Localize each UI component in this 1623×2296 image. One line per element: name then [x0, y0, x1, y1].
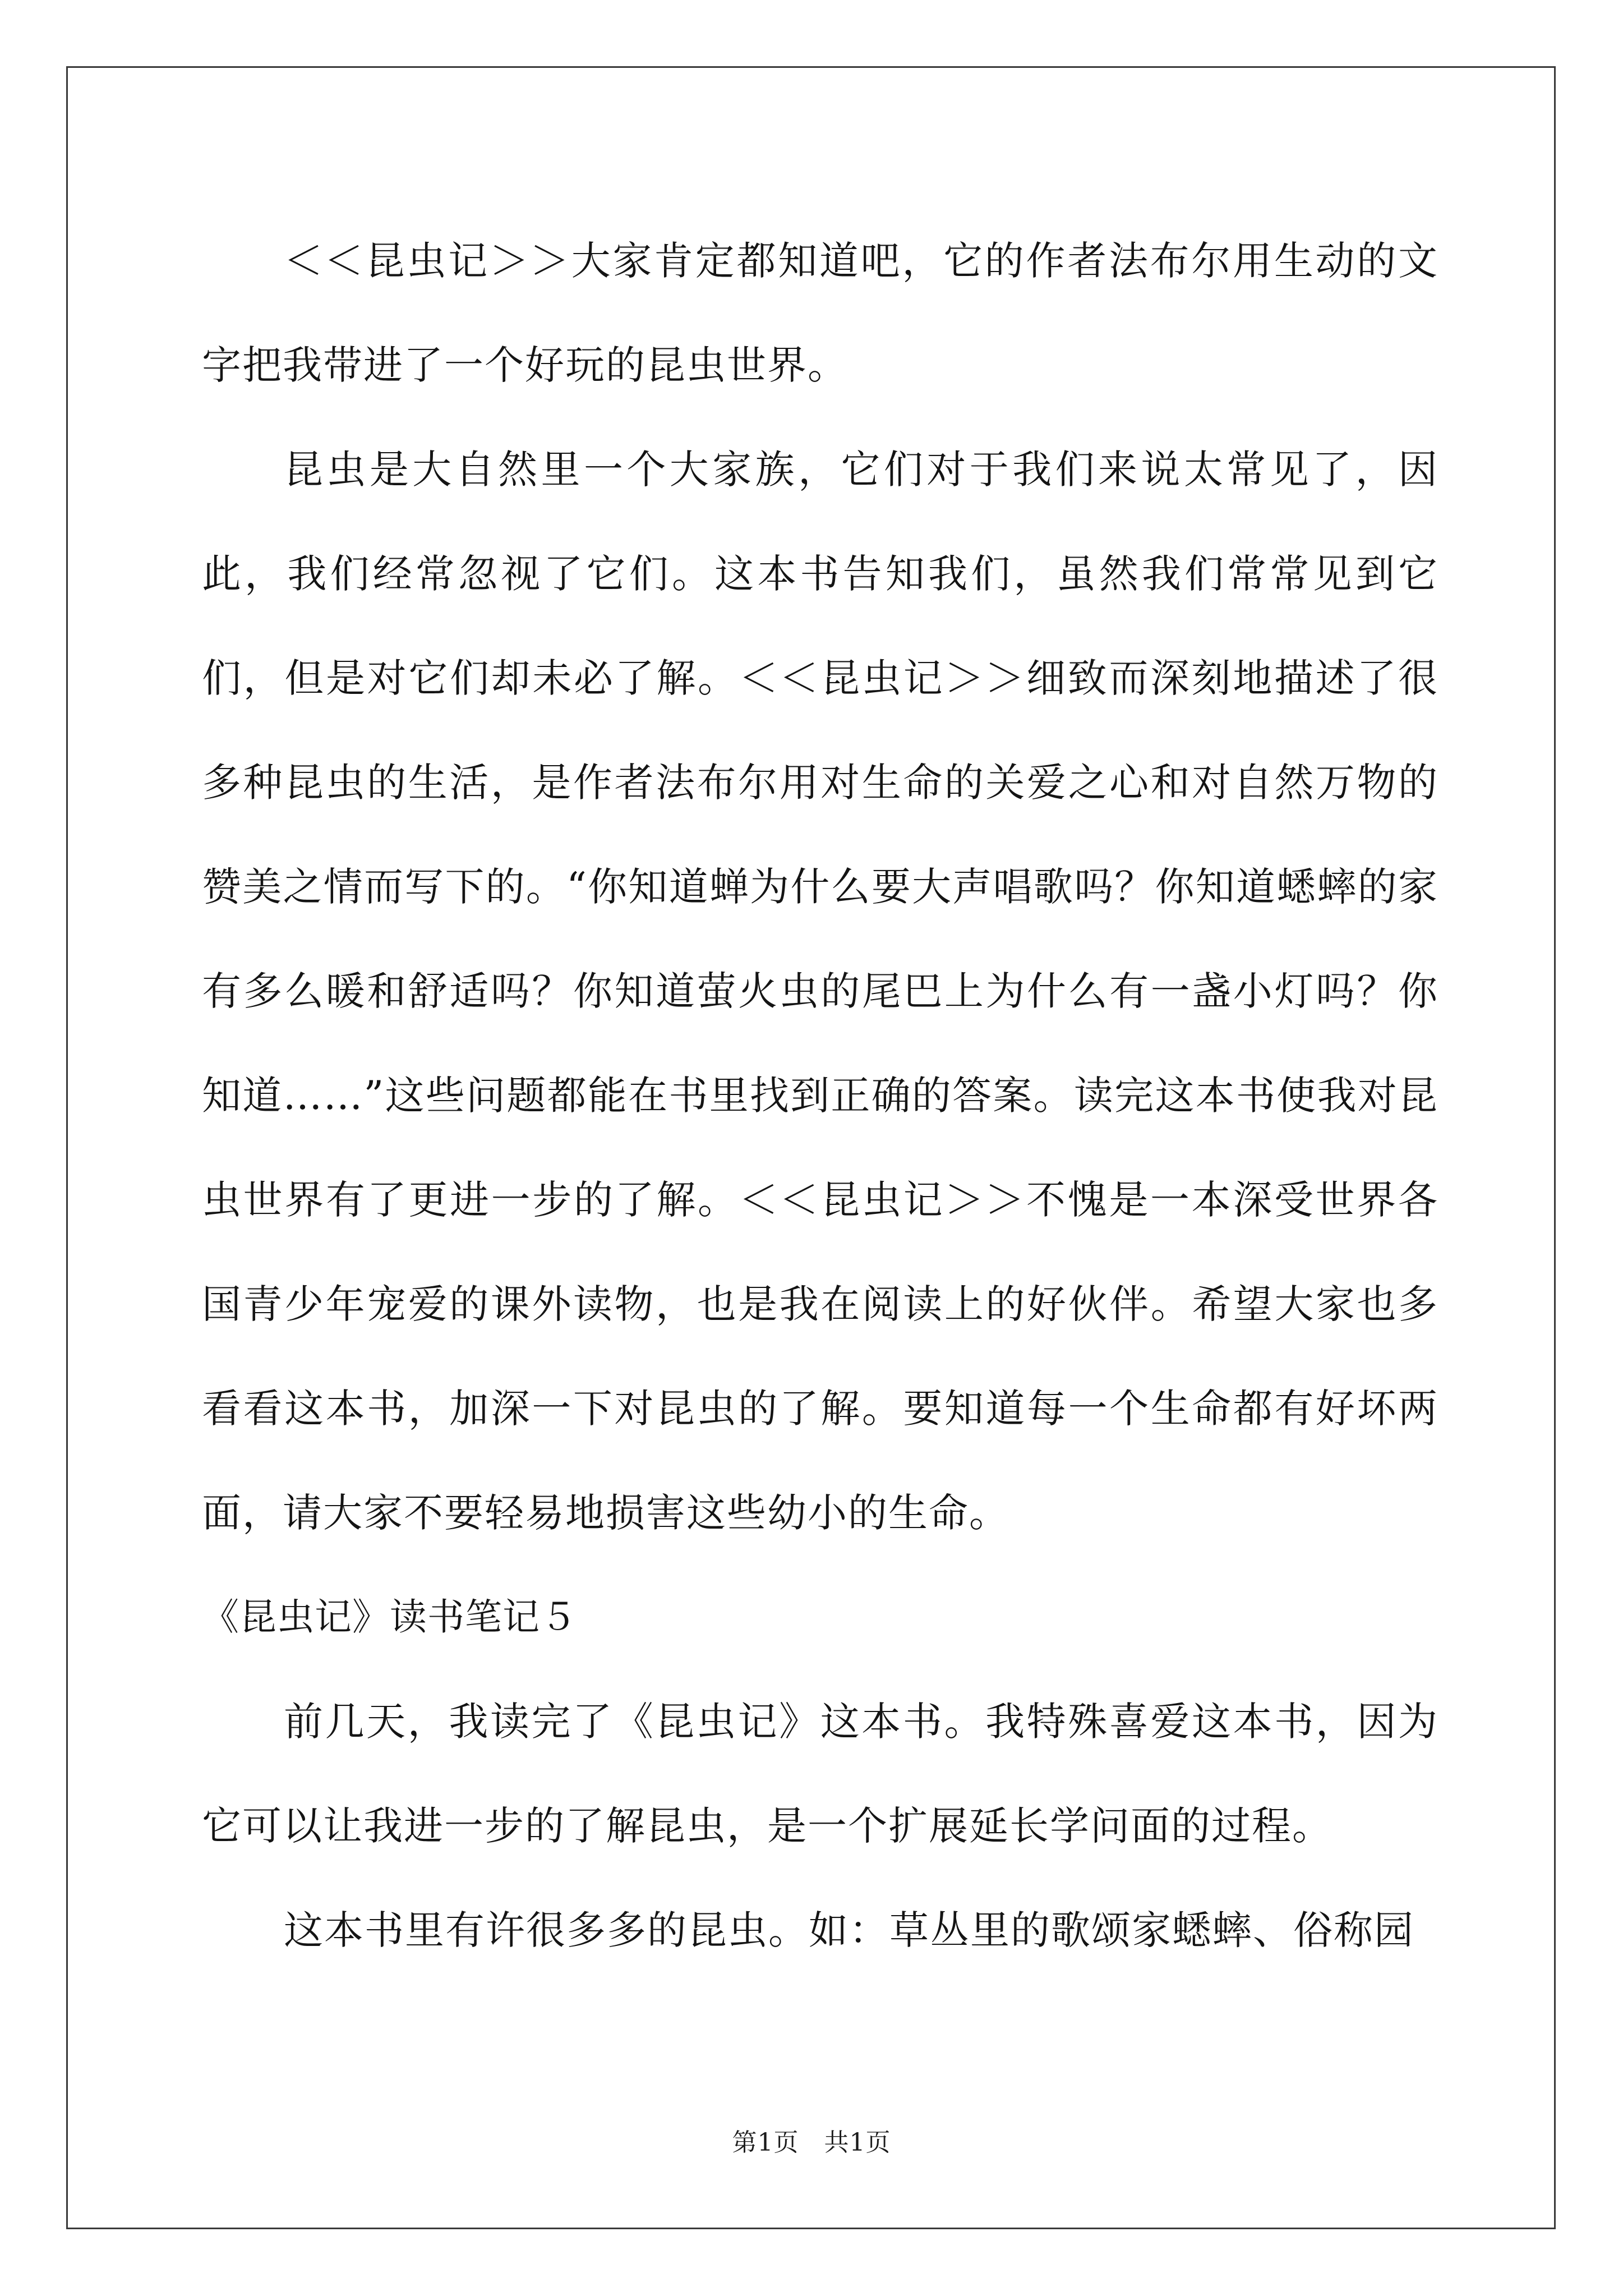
document-body: [202, 209, 1438, 1982]
paragraph: 昆虫是大自然里一个大家族，它们对于我们来说太常见了，因此，我们经常忽视了它们。这本书告知我们，虽然我们常常见到它们，但是对它们却未必了解。＜＜昆虫记＞＞细致而深刻地描述了很多种昆虫的生活，是作者法布尔用对生命的关爱之心和对自然万物的赞美之情而写下的。“你知道蝉为什么要大声唱歌吗？你知道蟋蟀的家有多么暖和舒适吗？你知道萤火虫的尾巴上为什么有一盏小灯吗？你知道……”这些问题都能在书里找到正确的答案。读完这本书使我对昆虫世界有了更进一步的了解。＜＜昆虫记＞＞不愧是一本深受世界各国青少年宠爱的课外读物，也是我在阅读上的好伙伴。希望大家也多看看这本书，加深一下对昆虫的了解。要知道每一个生命都有好坏两面，请大家不要轻易地损害这些幼小的生命。: [202, 447, 1438, 1536]
paragraph: ＜＜昆虫记＞＞大家肯定都知道吧，它的作者法布尔用生动的文字把我带进了一个好玩的昆虫世界。: [202, 238, 1438, 388]
page-number-footer: 第1页 共1页: [732, 2128, 891, 2157]
paragraph: 前几天，我读完了《昆虫记》这本书。我特殊喜爱这本书，因为它可以让我进一步的了解昆虫，是一个扩展延长学问面的过程。: [202, 1699, 1438, 1849]
paragraph: 这本书里有许很多多的昆虫。如：草丛里的歌颂家蟋蟀、俗称园: [284, 1907, 1414, 1953]
section-heading: 《昆虫记》读书笔记５: [202, 1595, 578, 1639]
